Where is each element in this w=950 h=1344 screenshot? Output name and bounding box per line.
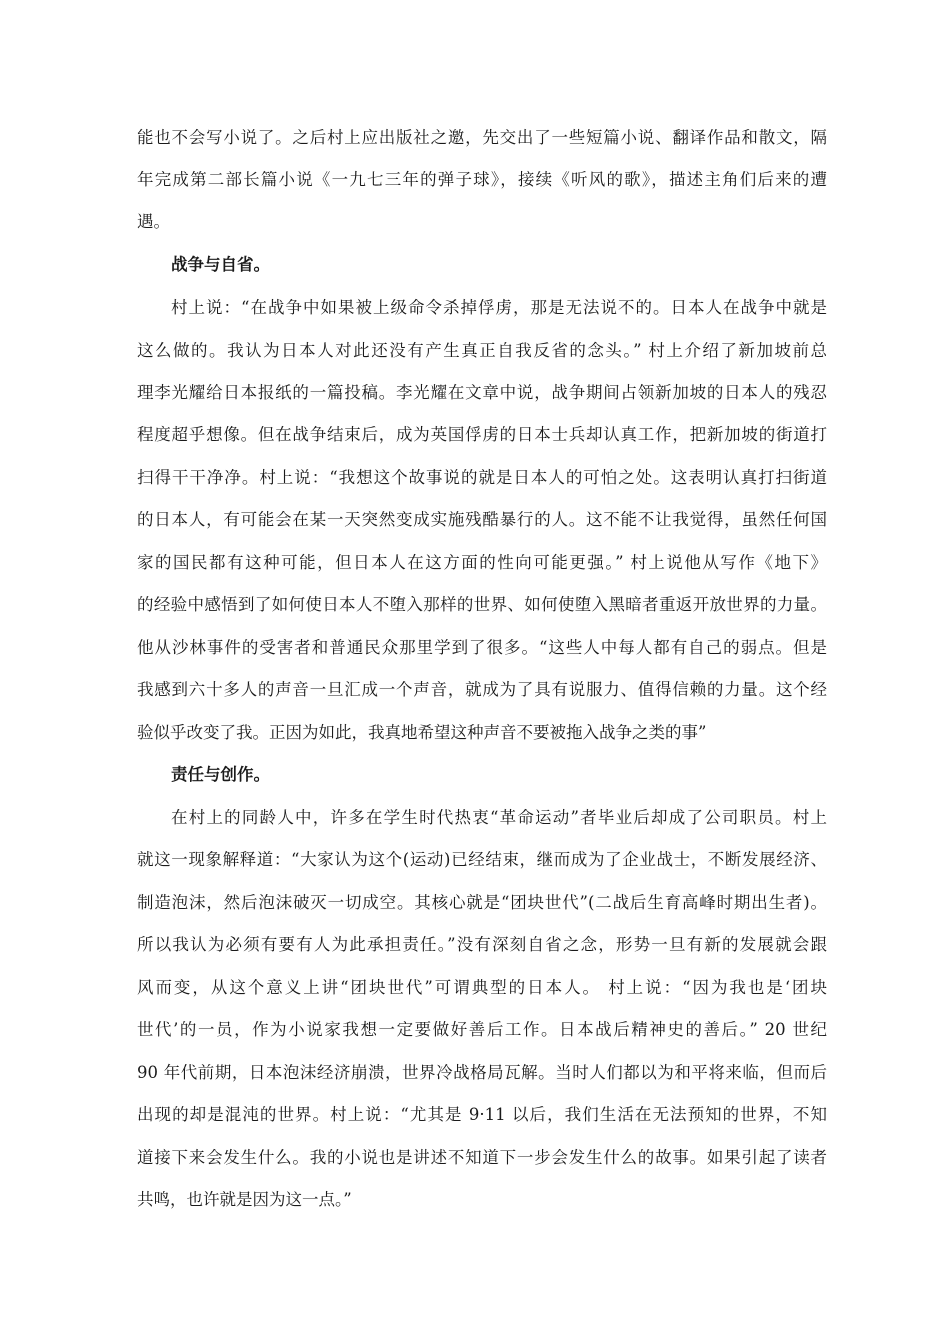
paragraph-line: 家的国民都有这种可能，但日本人在这方面的性向可能更强。” 村上说他从写作《地下》 (137, 553, 827, 572)
paragraph-line: 年完成第二部长篇小说《一九七三年的弹子球》，接续《听风的歌》，描述主角们后来的遭 (137, 170, 827, 189)
paragraph-line: 的日本人，有可能会在某一天突然变成实施残酷暴行的人。这不能不让我觉得，虽然任何国 (137, 510, 827, 529)
paragraph-line: 就这一现象解释道：“大家认为这个(运动)已经结束，继而成为了企业战士，不断发展经济、 (137, 850, 827, 869)
paragraph-line: 他从沙林事件的受害者和普通民众那里学到了很多。“这些人中每人都有自己的弱点。但是 (137, 638, 827, 657)
paragraph-line: 世代’的一员，作为小说家我想一定要做好善后工作。日本战后精神史的善后。” 20 世纪 (137, 1020, 827, 1039)
paragraph-line: 在村上的同龄人中，许多在学生时代热衷“革命运动”者毕业后却成了公司职员。村上 (171, 808, 827, 827)
paragraph-line: 验似乎改变了我。正因为如此，我真地希望这种声音不要被拖入战争之类的事” (137, 723, 707, 742)
section-heading: 责任与创作。 (171, 765, 270, 784)
paragraph-line: 扫得干干净净。村上说：“我想这个故事说的就是日本人的可怕之处。这表明认真打扫街道 (137, 468, 827, 487)
paragraph-line: 出现的却是混沌的世界。村上说：“尤其是 9·11 以后，我们生活在无法预知的世界，不知 (137, 1105, 827, 1124)
paragraph-line: 能也不会写小说了。之后村上应出版社之邀，先交出了一些短篇小说、翻译作品和散文，隔 (137, 128, 827, 147)
paragraph-line: 制造泡沫，然后泡沫破灭一切成空。其核心就是“团块世代”(二战后生育高峰时期出生者)。 (137, 893, 827, 912)
section-heading: 战争与自省。 (171, 255, 270, 274)
paragraph-line: 我感到六十多人的声音一旦汇成一个声音，就成为了具有说服力、值得信赖的力量。这个经 (137, 680, 827, 699)
paragraph-line: 所以我认为必须有要有人为此承担责任。”没有深刻自省之念，形势一旦有新的发展就会跟 (137, 935, 827, 954)
paragraph-line: 90 年代前期，日本泡沫经济崩溃，世界冷战格局瓦解。当时人们都以为和平将来临，但而后 (137, 1063, 827, 1082)
paragraph-line: 共鸣，也许就是因为这一点。” (137, 1190, 352, 1209)
paragraph-line: 程度超乎想像。但在战争结束后，成为英国俘虏的日本士兵却认真工作，把新加坡的街道打 (137, 425, 827, 444)
paragraph-line: 的经验中感悟到了如何使日本人不堕入那样的世界、如何使堕入黑暗者重返开放世界的力量。 (137, 595, 827, 614)
paragraph-line: 理李光耀给日本报纸的一篇投稿。李光耀在文章中说，战争期间占领新加坡的日本人的残忍 (137, 383, 827, 402)
paragraph-line: 道接下来会发生什么。我的小说也是讲述不知道下一步会发生什么的故事。如果引起了读者 (137, 1148, 827, 1167)
paragraph-line: 这么做的。我认为日本人对此还没有产生真正自我反省的念头。” 村上介绍了新加坡前总 (137, 341, 827, 360)
paragraph-line: 村上说：“在战争中如果被上级命令杀掉俘虏，那是无法说不的。日本人在战争中就是 (171, 298, 827, 317)
paragraph-line: 遇。 (137, 212, 170, 231)
paragraph-line: 风而变，从这个意义上讲“团块世代”可谓典型的日本人。 村上说：“因为我也是‘团块 (137, 978, 827, 997)
